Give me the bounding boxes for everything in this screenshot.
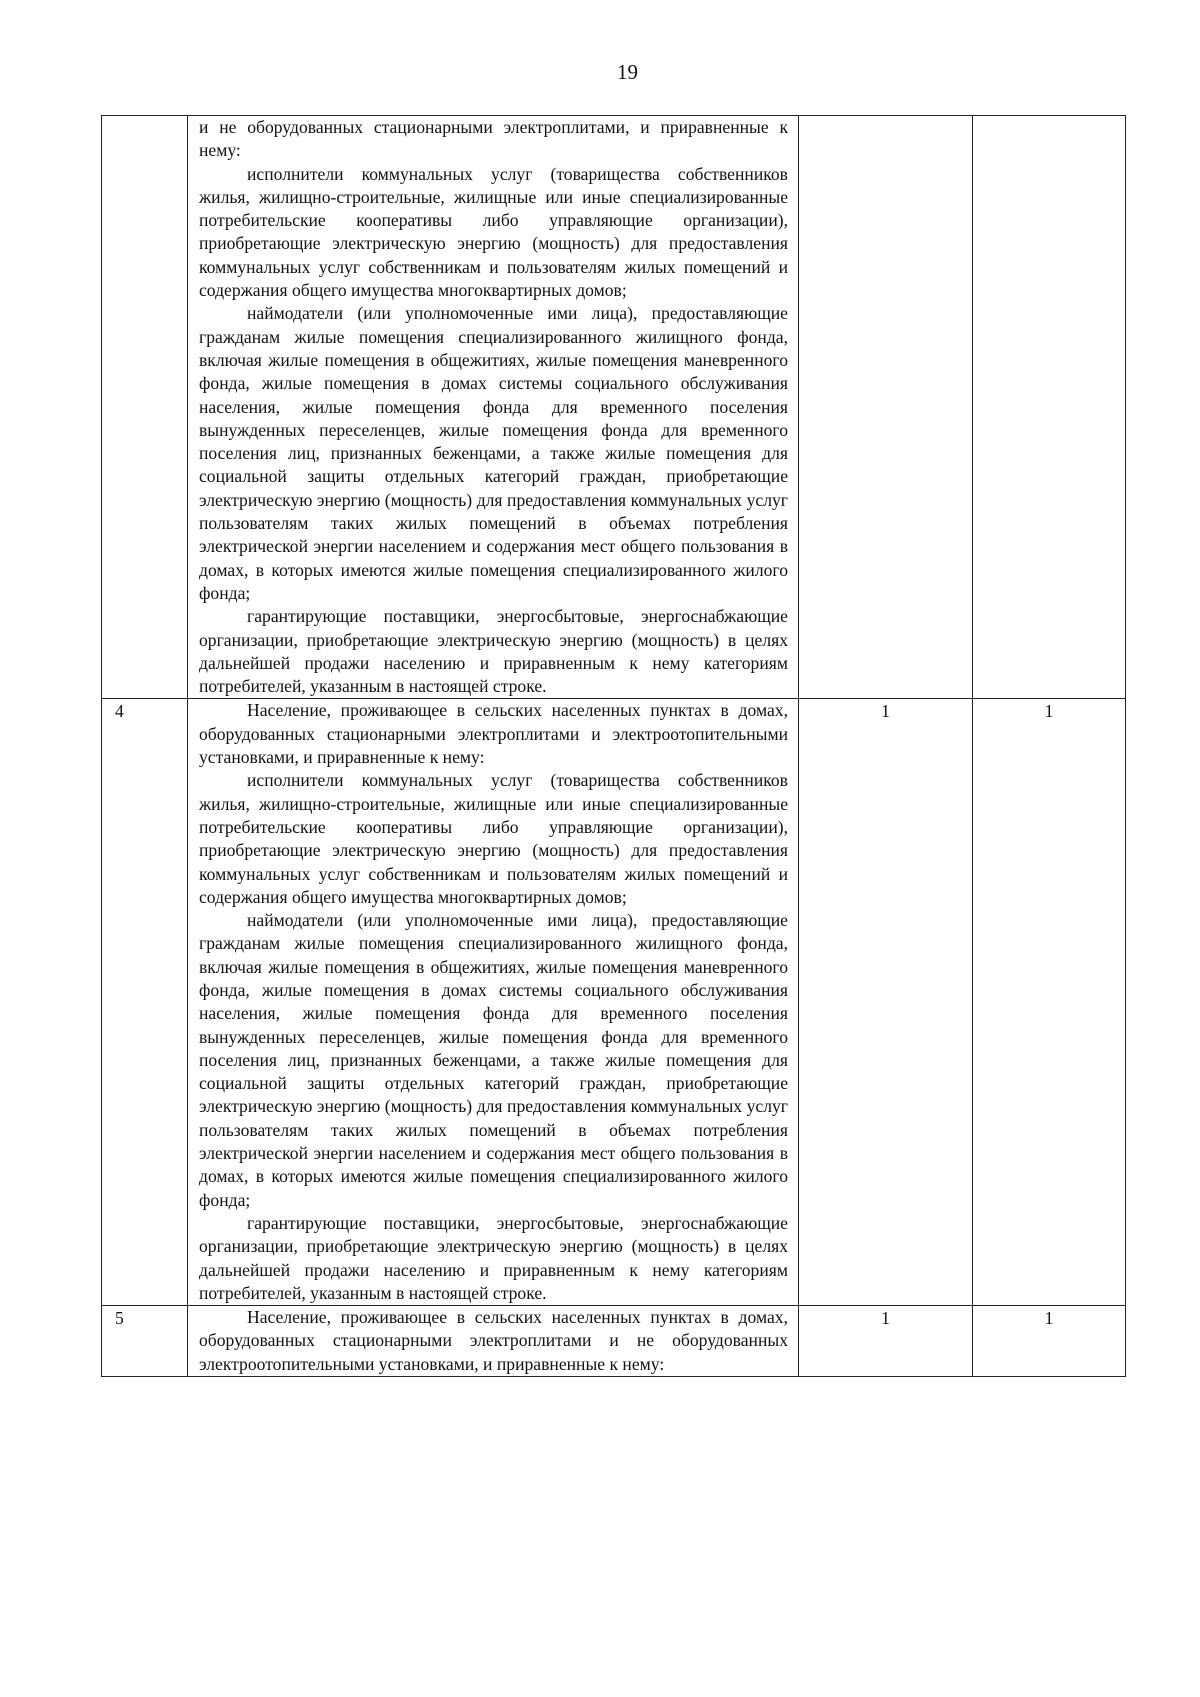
table-row — [102, 116, 1126, 699]
description-paragraph: наймодатели (или уполномоченные ими лица), предоставляющие гражданам жилые помещения специализированного жилищного фонда, включая жилые помещения в общежитиях, жилые помещения маневренного фонда, жилые помещения в домах системы социального обслуживания населения, жилые помещения фонда для временного поселения вынужденных переселенцев, жилые помещения фонда для временного поселения лиц, признанных беженцами, а также жилые помещения для социальной защиты отдельных категорий граждан, приобретающие электрическую энергию (мощность) для предоставления коммунальных услуг пользователям таких жилых помещений в объемах потребления электрической энергии населением и содержания мест общего пользования в домах, в которых имеются жилые помещения специализированного жилого фонда; — [199, 303, 788, 603]
value-2: 1 — [1044, 701, 1054, 722]
row-description-cell — [188, 699, 799, 1306]
description-paragraph: гарантирующие поставщики, энергосбытовые, энергоснабжающие организации, приобретающие электрическую энергию (мощность) в целях дальнейшей продажи населению и приравненным к нему категориям потребителей, указанным в настоящей строке. — [199, 1212, 788, 1303]
description-paragraph: исполнители коммунальных услуг (товарищества собственников жилья, жилищно-строительные, жилищные или иные специализированные потребительские кооперативы либо управляющие организации), приобретающие электрическую энергию (мощность) для предоставления коммунальных услуг собственникам и пользователям жилых помещений и содержания общего имущества многоквартирных домов; — [199, 770, 788, 907]
table-row — [102, 1306, 1126, 1377]
row-description-cell — [188, 116, 799, 699]
value-cell-1 — [799, 699, 973, 1306]
row-number-cell: 4 — [102, 699, 188, 1306]
row-description-cell — [188, 1306, 799, 1377]
table-row — [102, 699, 1126, 1306]
description-paragraph: Население, проживающее в сельских населенных пунктах в домах, оборудованных стационарными электроплитами и электроотопительными установками, и приравненные к нему: — [199, 700, 788, 768]
value-cell-1 — [799, 1306, 973, 1377]
value-cell-2 — [973, 116, 1126, 699]
row-number-cell — [102, 116, 188, 699]
description-paragraph: и не оборудованных стационарными электроплитами, и приравненные к нему: — [199, 117, 788, 161]
value-cell-1 — [799, 116, 973, 699]
value-1 — [799, 116, 972, 117]
value-2 — [973, 116, 1125, 117]
value-2: 1 — [1044, 1308, 1054, 1329]
description-paragraph: наймодатели (или уполномоченные ими лица), предоставляющие гражданам жилые помещения специализированного жилищного фонда, включая жилые помещения в общежитиях, жилые помещения маневренного фонда, жилые помещения в домах системы социального обслуживания населения, жилые помещения фонда для временного поселения вынужденных переселенцев, жилые помещения фонда для временного поселения лиц, признанных беженцами, а также жилые помещения для социальной защиты отдельных категорий граждан, приобретающие электрическую энергию (мощность) для предоставления коммунальных услуг пользователям таких жилых помещений в объемах потребления электрической энергии населением и содержания мест общего пользования в домах, в которых имеются жилые помещения специализированного жилого фонда; — [199, 910, 788, 1210]
description-paragraph: Население, проживающее в сельских населенных пунктах в домах, оборудованных стационарными электроплитами и не оборудованных электроотопительными установками, и приравненные к нему: — [199, 1307, 788, 1374]
value-1: 1 — [881, 1308, 890, 1329]
description-paragraph: гарантирующие поставщики, энергосбытовые, энергоснабжающие организации, приобретающие электрическую энергию (мощность) в целях дальнейшей продажи населению и приравненным к нему категориям потребителей, указанным в настоящей строке. — [199, 606, 788, 697]
description-paragraph: исполнители коммунальных услуг (товарищества собственников жилья, жилищно-строительные, жилищные или иные специализированные потребительские кооперативы либо управляющие организации), приобретающие электрическую энергию (мощность) для предоставления коммунальных услуг собственникам и пользователям жилых помещений и содержания общего имущества многоквартирных домов; — [199, 163, 788, 301]
value-1: 1 — [881, 701, 890, 722]
tariff-table — [101, 115, 1126, 1377]
value-cell-2 — [973, 699, 1126, 1306]
value-cell-2 — [973, 1306, 1126, 1377]
row-number-cell: 5 — [102, 1306, 188, 1377]
page-number: 19 — [617, 60, 638, 84]
